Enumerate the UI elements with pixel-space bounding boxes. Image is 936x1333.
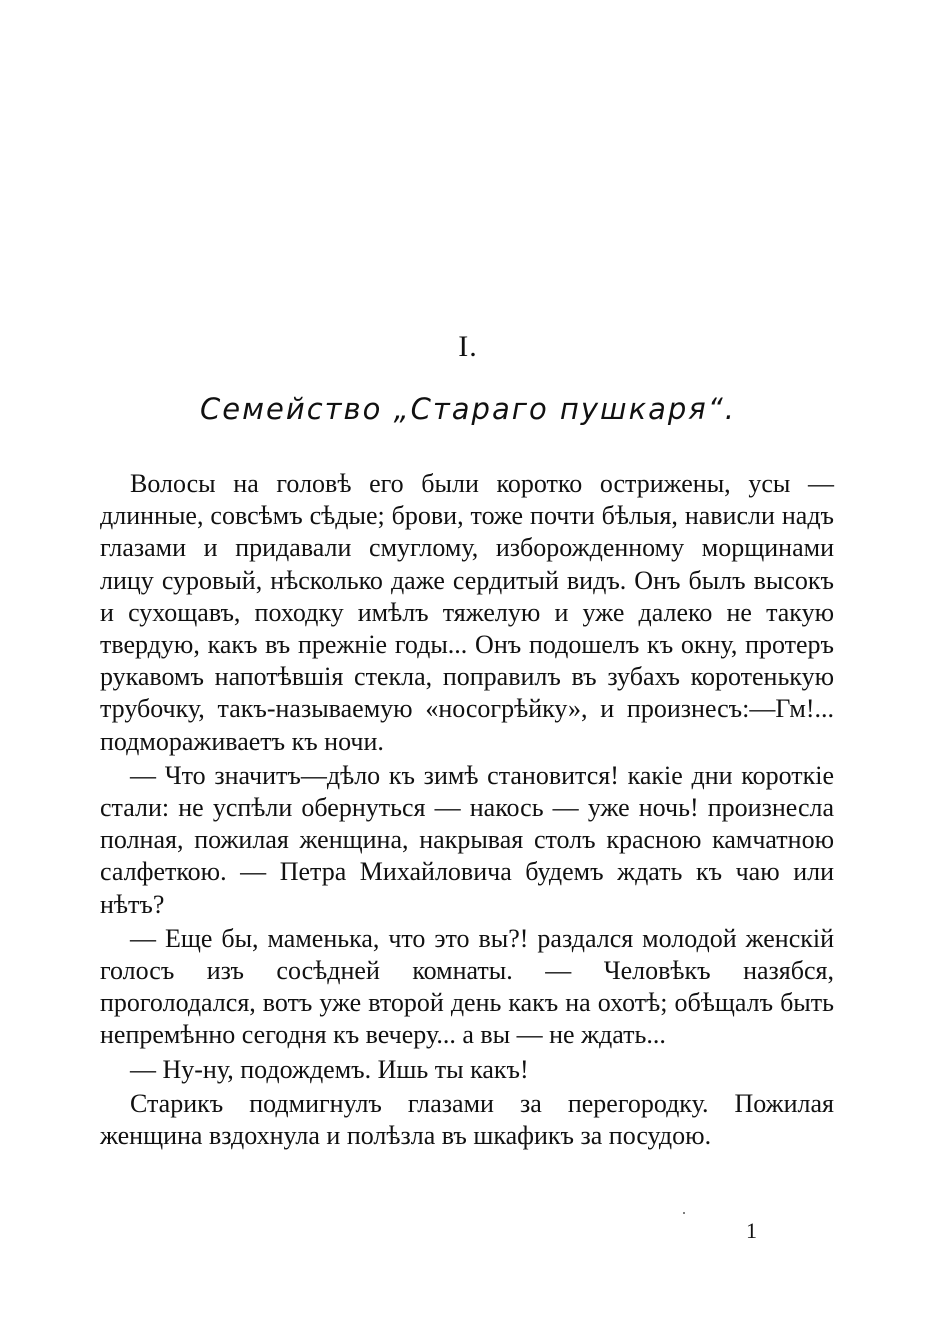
print-speck [683,1212,685,1214]
body-text [100,468,834,1154]
chapter-number: I. [458,330,478,363]
paragraph: — Ну-ну, подождемъ. Ишь ты какъ! [130,1054,529,1084]
paragraph: — Еще бы, маменька, что это вы?! раздался молодой женскій голосъ изъ сосѣдней комнаты. — Человѣкъ назябся, проголодался, вотъ уже второй день какъ на охотѣ; обѣщалъ быть непремѣнно сегодня къ вечеру... а вы — не ждать... [100,923,834,1050]
paragraph: Волосы на головѣ его были коротко острижены, усы — длинные, совсѣмъ сѣдые; брови, тоже почти бѣлыя, нависли надъ глазами и придавали смуглому, изборожденному морщинами лицу суровый, нѣсколько даже сердитый видъ. Онъ былъ высокъ и сухощавъ, походку имѣлъ тяжелую и уже далеко не такую твердую, какъ въ прежніе годы... Онъ подошелъ къ окну, протеръ рукавомъ напотѣвшія стекла, поправилъ въ зубахъ коротенькую трубочку, такъ-называемую «носогрѣйку», и произнесъ:—Гм!... подмораживаетъ къ ночи. [100,469,834,756]
paragraph: Старикъ подмигнулъ глазами за перегородку. Пожилая женщина вздохнула и полѣзла въ шкафикъ за посудою. [100,1088,834,1151]
chapter-title: Семейство „Стараго пушкаря“. [200,392,736,426]
paragraph: — Что значитъ—дѣло къ зимѣ становится! какіе дни короткіе стали: не успѣли обернуться — накось — уже ночь! произнесла полная, пожилая женщина, накрывая столъ красною камчатною салфеткою. — Петра Михайловича будемъ ждать къ чаю или нѣтъ? [100,760,834,919]
page-number: 1 [746,1218,757,1243]
